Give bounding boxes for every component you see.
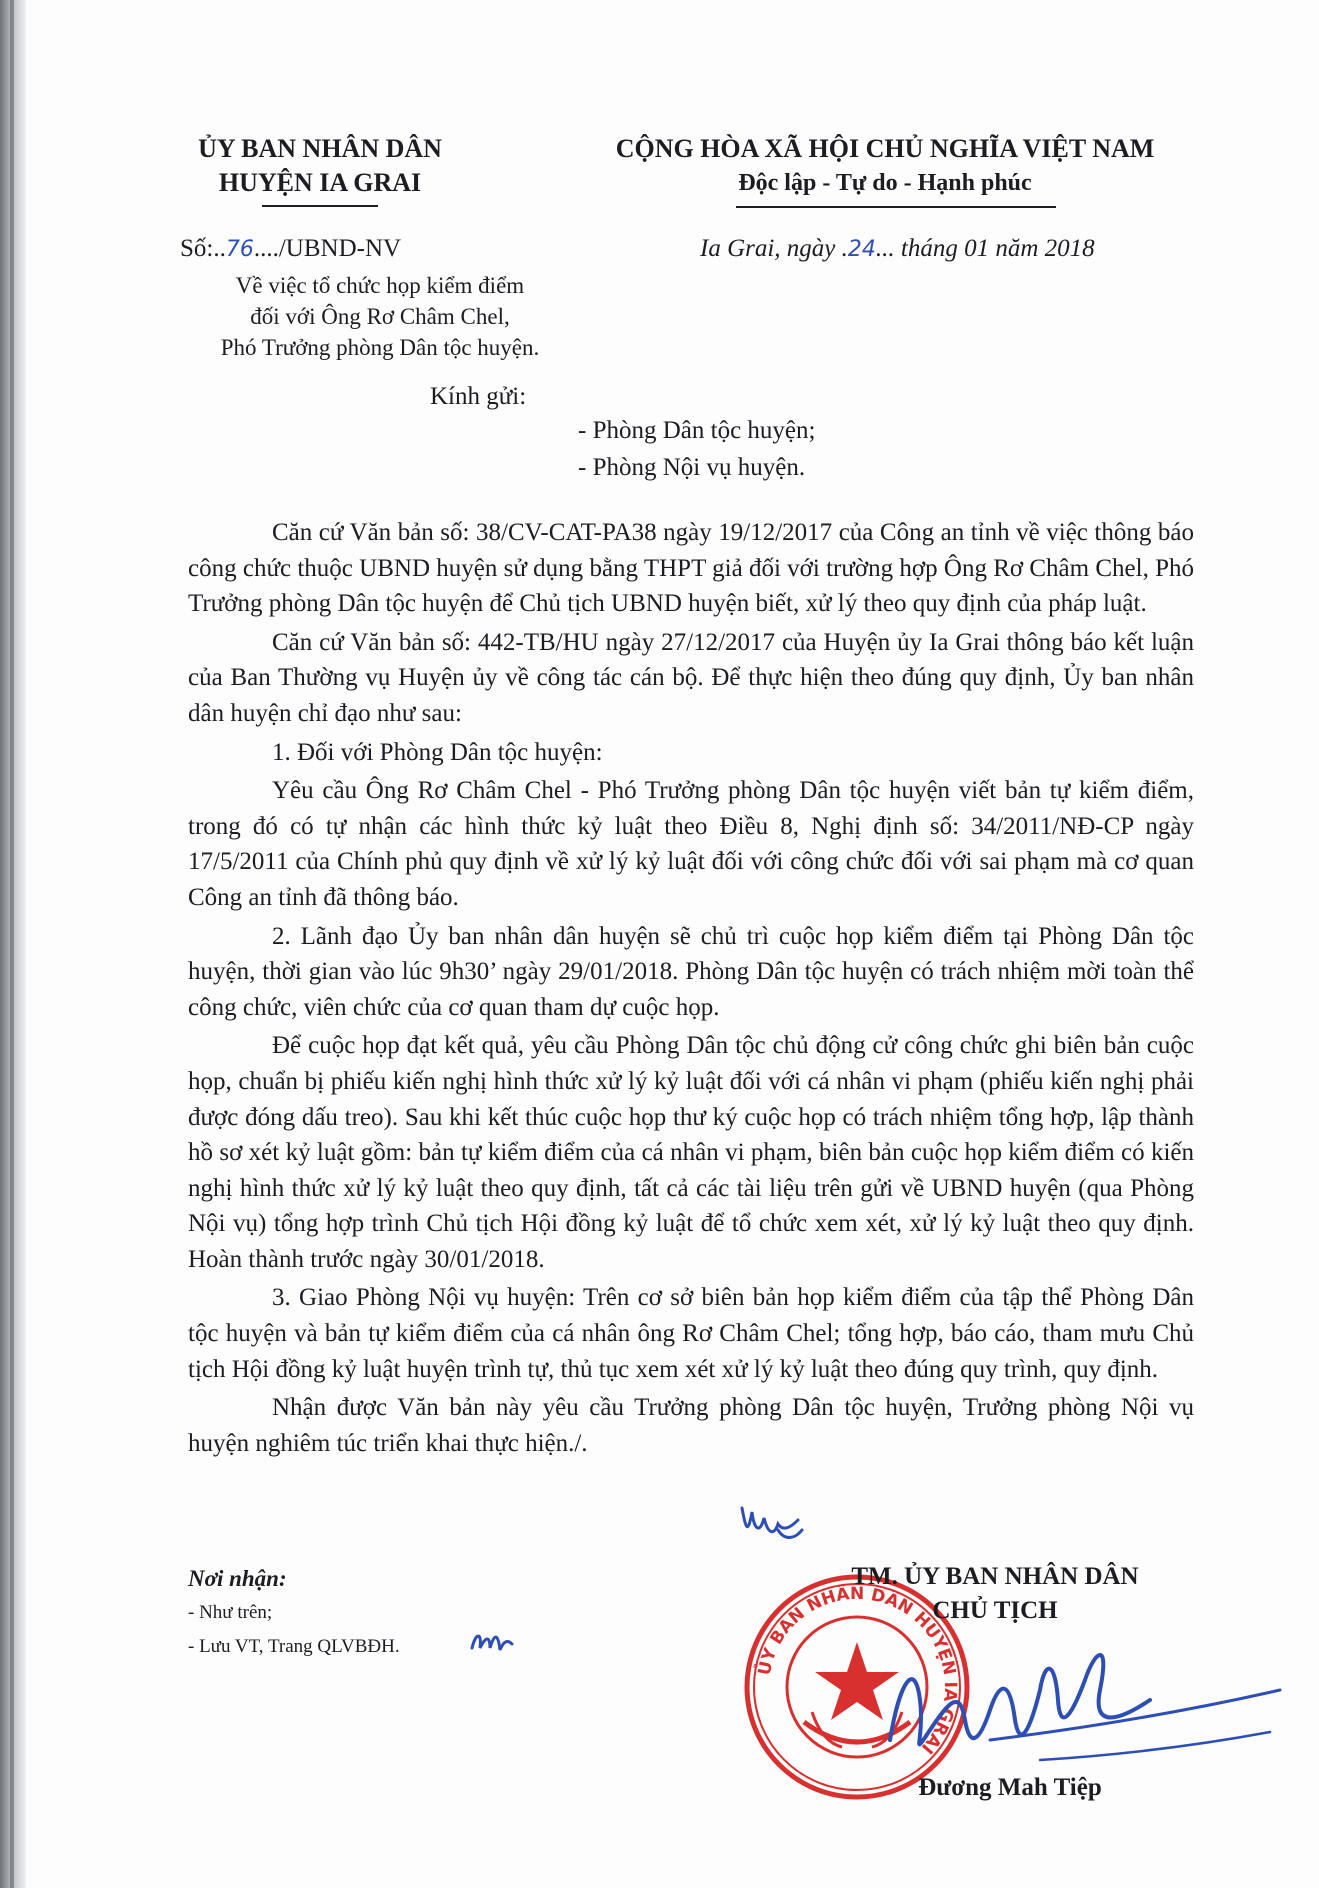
- handwritten-initial: [738, 1500, 808, 1544]
- body-paragraph: 3. Giao Phòng Nội vụ huyện: Trên cơ sở biên bản họp kiểm điểm của tập thể Phòng Dân tộc huyện và bản tự kiểm điểm của cá nhân ông Rơ Châm Chel; tổng hợp, báo cáo, tham mưu Chủ tịch Hội đồng kỷ luật huyện trình tự, thủ tục xem xét xử lý kỷ luật theo đúng quy trình, quy định.: [188, 1284, 1194, 1383]
- issuing-organization: [150, 132, 490, 200]
- subject-line-1: Về việc tổ chức họp kiểm điểm: [235, 273, 525, 298]
- doc-number-suffix: /UBND-NV: [278, 235, 402, 262]
- motto-underline: [736, 206, 1056, 208]
- document-body: [188, 515, 1194, 1461]
- body-paragraph: Căn cứ Văn bản số: 38/CV-CAT-PA38 ngày 19/12/2017 của Công an tỉnh về việc thông báo công chức thuộc UBND huyện sử dụng bằng THPT giả đối với trường hợp Ông Rơ Châm Chel, Phó Trưởng phòng Dân tộc huyện để Chủ tịch UBND huyện biết, xử lý theo quy định của pháp luật.: [188, 519, 1194, 618]
- body-paragraph: Yêu cầu Ông Rơ Châm Chel - Phó Trưởng phòng Dân tộc huyện viết bản tự kiểm điểm, trong đó có tự nhận các hình thức kỷ luật theo Điều 8, Nghị định số: 34/2011/NĐ-CP ngày 17/5/2011 của Chính phủ quy định về xử lý kỷ luật đối với công chức đối với sai phạm mà cơ quan Công an tỉnh đã thông báo.: [188, 777, 1194, 911]
- signature-title: [805, 1560, 1185, 1628]
- body-paragraph: 1. Đối với Phòng Dân tộc huyện:: [272, 738, 603, 766]
- doc-number-prefix: Số:: [180, 235, 214, 262]
- body-paragraph: Nhận được Văn bản này yêu cầu Trưởng phòng Dân tộc huyện, Trưởng phòng Nội vụ huyện nghiêm túc triển khai thực hiện./.: [188, 1394, 1194, 1457]
- greeting: Kính gửi:: [430, 383, 527, 410]
- noi-nhan-title: Nơi nhận:: [188, 1566, 287, 1591]
- body-paragraph: Căn cứ Văn bản số: 442-TB/HU ngày 27/12/2017 của Huyện ủy Ia Grai thông báo kết luận của Ban Thường vụ Huyện ủy về công tác cán bộ. Để thực hiện theo đúng quy định, Ủy ban nhân dân huyện chỉ đạo như sau:: [188, 628, 1194, 727]
- nation-line-2: Độc lập - Tự do - Hạnh phúc: [738, 170, 1032, 196]
- body-paragraph: Để cuộc họp đạt kết quả, yêu cầu Phòng Dân tộc chủ động cử công chức ghi biên bản cuộc họp, chuẩn bị phiếu kiến nghị hình thức xử lý kỷ luật đối với cá nhân vi phạm (phiếu kiến nghị phải được đóng dấu treo). Sau khi kết thúc cuộc họp thư ký cuộc họp có trách nhiệm tổng hợp, lập thành hồ sơ xét kỷ luật gồm: bản tự kiểm điểm của cá nhân vi phạm, biên bản cuộc họp kiểm điểm có kiến nghị hình thức xử lý kỷ luật theo quy định, tất cả các tài liệu trên gửi về UBND huyện (qua Phòng Nội vụ) tổng hợp trình Chủ tịch Hội đồng kỷ luật để tổ chức xem xét, xử lý kỷ luật theo quy định. Hoàn thành trước ngày 30/01/2018.: [188, 1032, 1194, 1273]
- noi-nhan-item: - Như trên;: [188, 1602, 273, 1623]
- signer-name: Đương Mah Tiệp: [918, 1774, 1102, 1801]
- recipient-item: - Phòng Nội vụ huyện.: [578, 454, 806, 481]
- subject-line-3: Phó Trưởng phòng Dân tộc huyện.: [220, 335, 540, 360]
- document-number: Số:..76..../UBND-NV: [180, 235, 402, 262]
- date-prefix: Ia Grai, ngày: [700, 235, 842, 262]
- signature-line-2: CHỦ TỊCH: [932, 1597, 1058, 1624]
- org-underline: [262, 205, 378, 207]
- date-day-handwritten: 24: [847, 237, 876, 262]
- national-motto: [565, 132, 1205, 200]
- signature-line-1: TM. ỦY BAN NHÂN DÂN: [851, 1563, 1139, 1590]
- subject: [185, 270, 575, 363]
- handwritten-signature: [870, 1620, 1290, 1790]
- noi-nhan-item: - Lưu VT, Trang QLVBĐH.: [188, 1636, 400, 1657]
- recipients-footer: [188, 1562, 400, 1664]
- scan-edge-line: [10, 0, 14, 1888]
- document-date: Ia Grai, ngày .24... tháng 01 năm 2018: [700, 235, 1095, 262]
- recipient-item: - Phòng Dân tộc huyện;: [578, 417, 816, 444]
- body-paragraph: 2. Lãnh đạo Ủy ban nhân dân huyện sẽ chủ trì cuộc họp kiểm điểm tại Phòng Dân tộc huyện, thời gian vào lúc 9h30’ ngày 29/01/2018. Phòng Dân tộc huyện có trách nhiệm mời toàn thể công chức, viên chức của cơ quan tham dự cuộc họp.: [188, 922, 1194, 1021]
- doc-number-handwritten: 76: [225, 237, 254, 262]
- org-line-2: HUYỆN IA GRAI: [218, 168, 422, 197]
- subject-line-2: đối với Ông Rơ Châm Chel,: [250, 304, 510, 329]
- recipients-list: [578, 412, 815, 486]
- date-suffix: tháng 01 năm 2018: [894, 235, 1095, 262]
- nation-line-1: CỘNG HÒA XÃ HỘI CHỦ NGHĨA VIỆT NAM: [615, 134, 1155, 163]
- seal-ring-text: ỦY BAN NHÂN DÂN HUYỆN IA GRAI: [754, 1583, 961, 1758]
- org-line-1: ỦY BAN NHÂN DÂN: [198, 134, 442, 163]
- handwritten-initial: [468, 1626, 514, 1656]
